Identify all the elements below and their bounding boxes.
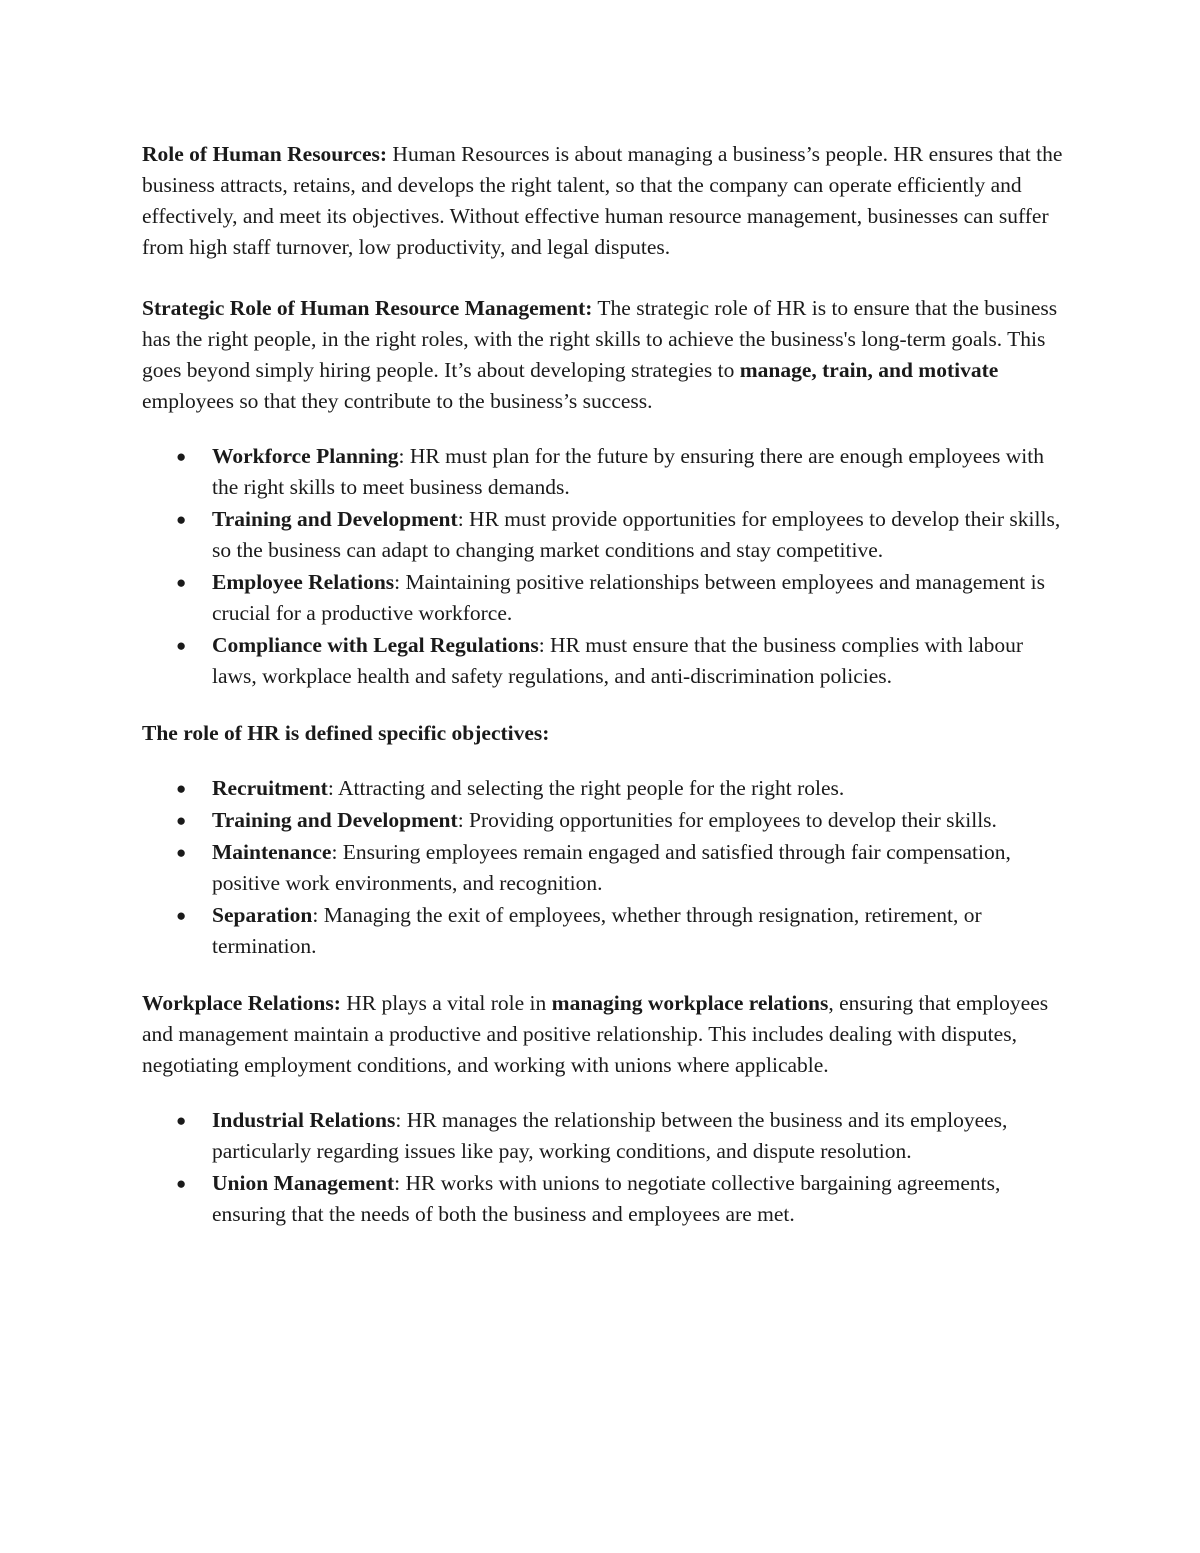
list-item (142, 773, 1067, 804)
list-item-term: Training and Development (212, 507, 458, 531)
list-item-desc: : HR must plan for the future by ensuring there are enough employees with the right skills to meet business demands. (212, 444, 1044, 499)
workplace-relations-label: Workplace Relations: (142, 991, 341, 1015)
objectives-heading (142, 718, 1067, 749)
strategic-role-text-after: employees so that they contribute to the business’s success. (142, 389, 653, 413)
list-item (142, 1168, 1067, 1230)
list-item-term: Separation (212, 903, 313, 927)
list-item-term: Compliance with Legal Regulations (212, 633, 539, 657)
strategic-role-text-before: The strategic role of HR is to ensure that the business has the right people, in the right roles, with the right skills to achieve the business's long-term goals. This goes beyond simply hiring people. It’s about developing strategies to (142, 296, 1058, 382)
list-item-desc: : Attracting and selecting the right people for the right roles. (327, 776, 845, 800)
list-item (142, 504, 1067, 566)
list-item-desc: : HR must ensure that the business complies with labour laws, workplace health and safety regulations, and anti-discrimination policies. (212, 633, 1023, 688)
bullet-icon: ● (176, 510, 187, 529)
list-item (142, 900, 1067, 962)
list-item-term: Maintenance (212, 840, 332, 864)
bullet-icon: ● (176, 573, 187, 592)
role-of-hr-text: Human Resources is about managing a business’s people. HR ensures that the business attracts, retains, and develops the right talent, so that the company can operate efficiently and effectively, and meet its objectives. Without effective human resource management, businesses can suffer from high staff turnover, low productivity, and legal disputes. (142, 142, 1063, 259)
bullet-icon: ● (176, 811, 187, 830)
bullet-icon: ● (176, 447, 187, 466)
strategic-role-emphasis: manage, train, and motivate (739, 358, 999, 382)
bullet-icon: ● (176, 906, 187, 925)
list-item-term: Workforce Planning (212, 444, 399, 468)
objectives-heading-text: The role of HR is defined specific objectives: (142, 721, 550, 745)
strategic-role-list (142, 441, 1067, 692)
list-item-desc: : HR works with unions to negotiate collective bargaining agreements, ensuring that the needs of both the business and employees are met. (212, 1171, 1001, 1226)
workplace-relations-text-after: , ensuring that employees and management maintain a productive and positive relationship. This includes dealing with disputes, negotiating employment conditions, and working with unions where applicable. (142, 991, 1049, 1077)
bullet-icon: ● (176, 636, 187, 655)
objectives-list (142, 773, 1067, 962)
workplace-relations-paragraph (142, 988, 1067, 1081)
list-item-term: Recruitment (212, 776, 328, 800)
list-item-desc: : Managing the exit of employees, whether through resignation, retirement, or termination. (212, 903, 982, 958)
list-item (142, 441, 1067, 503)
list-item (142, 805, 1067, 836)
role-of-hr-label: Role of Human Resources: (142, 142, 388, 166)
workplace-relations-emphasis: managing workplace relations (551, 991, 829, 1015)
list-item (142, 1105, 1067, 1167)
list-item-desc: : HR manages the relationship between the business and its employees, particularly regarding issues like pay, working conditions, and dispute resolution. (212, 1108, 1008, 1163)
list-item (142, 567, 1067, 629)
list-item (142, 837, 1067, 899)
list-item-desc: : HR must provide opportunities for employees to develop their skills, so the business can adapt to changing market conditions and stay competitive. (212, 507, 1061, 562)
bullet-icon: ● (176, 1111, 187, 1130)
list-item-term: Training and Development (212, 808, 458, 832)
list-item-desc: : Ensuring employees remain engaged and satisfied through fair compensation, positive work environments, and recognition. (212, 840, 1011, 895)
strategic-role-paragraph (142, 293, 1067, 417)
list-item-term: Industrial Relations (212, 1108, 396, 1132)
list-item (142, 630, 1067, 692)
list-item-desc: : Maintaining positive relationships between employees and management is crucial for a productive workforce. (212, 570, 1045, 625)
list-item-desc: : Providing opportunities for employees to develop their skills. (457, 808, 997, 832)
role-of-hr-paragraph (142, 139, 1067, 263)
workplace-relations-text-before: HR plays a vital role in (340, 991, 552, 1015)
bullet-icon: ● (176, 843, 187, 862)
bullet-icon: ● (176, 1174, 187, 1193)
list-item-term: Union Management (212, 1171, 395, 1195)
list-item-term: Employee Relations (212, 570, 395, 594)
workplace-relations-list (142, 1105, 1067, 1230)
bullet-icon: ● (176, 779, 187, 798)
document-page (142, 139, 1067, 1256)
strategic-role-label: Strategic Role of Human Resource Management: (142, 296, 593, 320)
